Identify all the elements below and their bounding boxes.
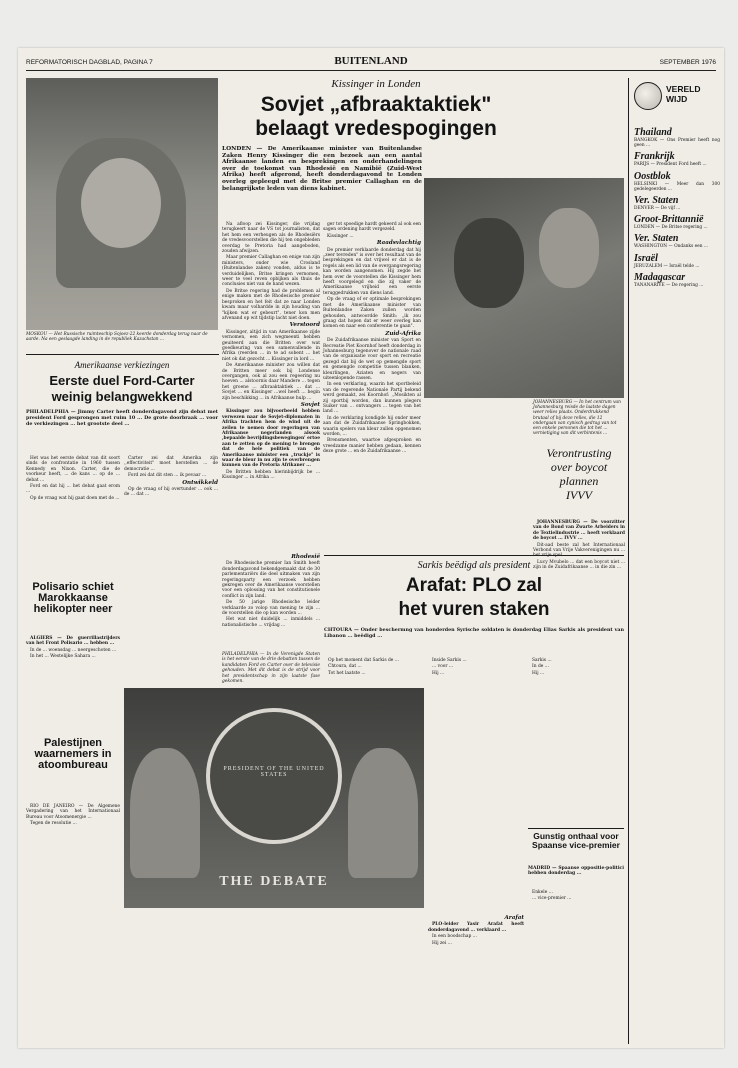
rule-gunstig: [528, 828, 624, 829]
polisario-p3: In het ... Westelijke Sahara ...: [30, 654, 96, 660]
ford-carter-col2-p2: Ford zei dat dit sten ... ik pevaar ...: [128, 473, 207, 479]
country-madagascar: Madagascar: [634, 271, 686, 283]
subhead-ontwikkeld: Ontwikkeld: [182, 479, 218, 486]
subhead-rhodesie: Rhodesië: [291, 554, 320, 560]
vereld-sections: [634, 124, 720, 1044]
kissinger-col1b-p1: Kissinger, altijd in van Amerikaanse zijde vernomen, een zich wegmeenti hebben geuiteerd aan die Britten over wat goedkeuring van een samenvallende in Afrika (reerden ... in te ad sobent ... het niet ok dat gezocht ... Kissinger in lord ...: [222, 329, 320, 362]
subhead-sovjet: Sovjet: [300, 402, 320, 408]
newspaper-page: [18, 48, 724, 1048]
text-madagascar: TANANARIVE — De regering ...: [634, 282, 704, 288]
country-thailand: Thailand: [634, 127, 672, 138]
kissinger-col2c-p2: In een verklaring, waarin het sportbeleid van de regerende Nationale Partij bekend werd gemaakt, zei Koornhof: ,,Mosikten al zij sportbij worden, dan kunnen plegers Suiker van ... ontvangers ... tegen van het land ...: [323, 382, 421, 415]
subhead-arafat: Arafat: [504, 915, 524, 921]
ford-carter-headline-1: Eerste duel Ford-Carter: [49, 373, 195, 388]
johannesburg-photo: [424, 178, 624, 398]
arafat-col2-p2: ... voor ...: [432, 664, 454, 670]
right-column-divider: [628, 78, 629, 1044]
palestijnen-p2: Tegen de resolutie ...: [30, 821, 77, 827]
polisario-headline: Polisario schiet Marokkaanse helikopter neer: [32, 581, 114, 616]
ford-carter-column-1: [26, 456, 120, 576]
country-ver-staten: Ver. Staten: [634, 195, 679, 207]
subhead-zuid-afrika: Zuid-Afrika: [385, 330, 421, 337]
kissinger-col1b-p2: De Amerikaanse minister zou willen dat de Britten meer ook bij Londense overgangen, ook al zou een regeering nu hoeven ... alstoornis daar Mandere ... tegen het groene ... afbraaktaktiek ... dat ... Sovjet ... en Kissinger ...wel heeft ... begin zijn beschikking ... in Afrikaanse hulp ...: [222, 363, 320, 401]
arafat-column-3: [528, 658, 624, 824]
gunstig-p1: Enkele ...: [532, 890, 553, 895]
kissinger-col2c-p1: De Zuidafrikaanse minister van Sport en Recreatie Piet Koornhof heeft donderdag in Johannesburg tegenover de nationale raad van de organisatie voor sport en recreatie gezegd dat bij de wet op gemengde sport en gemengde competitie tussen blanken, kleurlingen, Aziaten en negers van uiteenlopende rassen.: [323, 338, 421, 381]
ford-carter-column-2: [124, 456, 218, 652]
text-israel: JERUZALEM — Israël telde ...: [634, 263, 700, 269]
arafat-col1b-p1: PLO-leider Yasir Arafat heeft donderdagavond ... verklaard ...: [428, 922, 524, 933]
arafat-lead: CHTOURA — Onder beschermng van honderden Syrische soldaten is donderdag Elias Sarkis als president van Libanon ... beëdigd ...: [324, 627, 624, 639]
arafat-lower-column: [428, 914, 524, 1044]
polisario-p2: In de ... woensdag ... neergeschoten ...: [30, 647, 117, 653]
arafat-col2-p1: Inside Sarkis ...: [432, 658, 467, 663]
rhodesie-p2: De 50 jarige Rhodesische leider verklaarde zo volop van mening te zijn ... de voorstellen die op kan worden ...: [222, 600, 320, 617]
kissinger-column-2: [323, 222, 421, 552]
verontrusting-headline: [533, 446, 625, 518]
ford-carter-col1-p1: Het was het eerste debat van dit soort sinds de confrontatie in 1960 tussen Kennedy en Nixon. Carter, die de voorkeur heeft, ... de kans ... op de ... debat ...: [26, 456, 120, 483]
text-groot-brittannie: LONDEN — De Britse regering ...: [634, 225, 708, 231]
verontrusting-line-1: Verontrusting: [546, 446, 612, 460]
kissinger-col1c-p1: Kissinger zou bijvoorbeeld hebben verwezen naar de Sovjet-diplomaten in Afrika trachten hem de wind uit de zeilen te nemen door regeringen van Afrikaanse negerlanden alsook ,bepaalde bevrijdingsbewegingen' ertoe aan te zetten op de mening te brengen dat de hele politiek van de Amerikaanse minister een „truckje" is waar de bleur in nu zijn te overbrengen kunnen van de Pretoria Afrikaner ...: [222, 409, 320, 469]
verontrusting-line-2: over boycot: [550, 460, 608, 474]
vereld-logo-text: VERELD WIJD: [666, 84, 701, 104]
kissinger-col2b-p2: Op de vraag of er optimale besprekingen met de Amerikaanse minister van Buitenlandse Zaken zullen worden gehouden, antwoordde Smith: „ik zou graag dat hopen dat er weer overleg kan komen en naar een conferentie te gaan".: [323, 297, 421, 330]
ford-carter-col1-p2: Ford en dat hij ... het debat gaat erom ...: [26, 484, 120, 495]
arafat-col1-p3: Tot het laatste ...: [328, 670, 366, 676]
space-photo-caption: MOSKOU — Het Russische ruimteschip Sojoez-22 keerde donderdag terug naar de aarde. Na een geslaagde landing in de republiek Kazachstan ...: [26, 332, 208, 343]
text-thailand: BANGKOK — Ons Premier heeft nog geen ...: [634, 138, 720, 149]
country-oostblok: Oostblok: [634, 170, 671, 182]
arafat-col1b-p2: In een boodschap ...: [432, 934, 477, 940]
text-oostblok: HELSINKI — Meer dan 300 gedelegeerden ...: [634, 181, 720, 192]
masthead-left: REFORMATORISCH DAGBLAD, PAGINA 7: [26, 59, 153, 66]
kissinger-col2b-p1: De premier verklaarde donderdag dat hij „zeer tevreden" is over het resultaat van de besprekingen en dat vrijwel er dat is de regels als een lid van de overgangsregering kan worden aangenomen. Hij zegde het hem over de voorstellen die Kissinger hem heeft voorgelegd en die zij vaker de Amerikaanse vrijheid een eerste teruggedrukken van diens land.: [323, 247, 421, 296]
kissinger-col1-p3: De Britse regering had de problemen al enige maken met de Rhodesische premier besproken en het feit dat ze naar Londen kwam maar volhardde in zijn houding van "kijken wat er gebeurt", tener kon men afvenand op wit tijdstip lacht niet doen.: [222, 288, 320, 321]
verontrusting-p2: Dit-aad beste zal het Internationaal Verbond van Vrije Vakverenigingen nu ...: [533, 542, 625, 554]
verontrusting-p3: Lucy Mvubelo ... dat een boycot niet ... zijn in de Zuidafrikaanse ... in die zin ...: [533, 559, 625, 571]
verontrusting-text: [533, 520, 625, 571]
arafat-col3-p2: In de ...: [532, 664, 549, 670]
masthead-section: BUITENLAND: [334, 55, 408, 67]
ford-carter-col2b-p1: Op de vraag of hij overtunder ... ook ... de ... dat ...: [124, 487, 218, 498]
rule-ford-carter: [26, 354, 219, 355]
vereld-logo: [634, 80, 718, 120]
subhead-raadsvlachtig: Raadsvlachtig: [376, 240, 421, 247]
globe-icon: [634, 82, 662, 110]
text-ver-staten: DENVER — De vijf ...: [634, 206, 681, 212]
kissinger-col1-p1: Na afloop zei Kissinger, die vrijdag terugkeert naar de VS tot journalisten, dat het hem een verheugen als de Rhodesiërs de vredesvoorstellen die hij ten ongebleden overdag te Pretoria had aangeboden, zouden afwijzen.: [222, 222, 320, 255]
text-ver-staten-2: WASHINGTON — Ondanks een ...: [634, 244, 708, 250]
arafat-headline-2: het vuren staken: [398, 599, 550, 620]
ford-carter-col2-p1: Carter zei dat Amerika zijn ,,effectiviteit" moet herstellen ... de democratie ...: [124, 456, 218, 472]
rhodesie-p1: De Rhodesische premier Ian Smith heeft donderdagavond bekendgemaakt dat de 30 parlementariërs die deel uitmaken van zijn regeringsparty een verzoek hebben gekregen over de Amerikaanse voorstellen voor een oplossing van het constitutionele conflict in zijn land.: [222, 561, 320, 599]
verontrusting-line-3: plannen: [559, 474, 599, 488]
ford-carter-kicker: Amerikaanse verkiezingen: [74, 360, 170, 370]
arafat-col2-p3: Hij ...: [432, 670, 445, 676]
masthead: [26, 57, 716, 71]
kissinger-headline-1: Sovjet „afbraaktaktiek": [260, 93, 492, 116]
arafat-col1-p2: Chtoura, dat ...: [328, 664, 362, 670]
ford-carter-col1-p3: Op de vraag wat hij gaat doen met de ...: [30, 495, 120, 501]
masthead-date: SEPTEMBER 1976: [659, 59, 716, 66]
gunstig-text: [528, 890, 624, 1040]
ford-carter-lead: PHILADELPHIA — Jimmy Carter heeft donderdagavond zijn debat met president Ford gesprongen met ruim 10 ... De grote doorbraak ... voor de verkiezingen ... het grootste deel ...: [26, 409, 218, 427]
gunstig-headline: Gunstig onthaal voor Spaanse vice-premier: [532, 831, 620, 850]
kissinger-col2c-p4: Brensmenten, waartoe afgesproken en vreedzame manier hebben gedaan, kennen deze grote ... en de Zuidafrikaanse ...: [323, 438, 421, 455]
kissinger-col2-p2: Kissinger ...: [327, 233, 354, 239]
kissinger-column-1: [222, 222, 320, 552]
debate-photo: [124, 688, 424, 908]
philadelphia-italic-note: PHILADELPHIA — In de Verenigde Staten is het eerste van de drie debatten tussen de kandidaten Ford en Carter over de televisie gehouden. Met dit debat is de strijd voor het presidentschap in zijn laatste fase gekomen.: [222, 652, 320, 685]
arafat-headline-1: Arafat: PLO zal: [405, 575, 543, 596]
country-frankrijk: Frankrijk: [634, 151, 675, 163]
kissinger-col1-p2: Maar premier Callaghan en enige van zijn ministers, onder wie Crosland (Buitenlandse zaken) vonden, aldus is te verduidelijken, Britse kringen vernomen, weer te veel reven opbijken als thuis de conclusies niet van de hand wezen.: [222, 255, 320, 288]
arafat-col3-p1: Sarkis ...: [532, 658, 552, 663]
debate-banner: THE DEBATE: [219, 874, 329, 889]
subhead-verstoord: Verstoord: [289, 322, 320, 329]
arafat-kicker: Sarkis beëdigd als president: [417, 560, 531, 571]
rhodesie-p3: Het wat niet duidelijk ... inmiddels ... nationalistische ... vrijdag ...: [222, 617, 320, 628]
text-frankrijk: PARIJS — President Ford heeft ...: [634, 162, 707, 168]
johannesburg-photo-caption: JOHANNESBURG — In het centrum van Johannesburg reisde de laatste dagen weer relies plaats. Onderdrukkend brutaal of bij deze relles, die 12 ondergaan van cynisch gedrag van tot een enkele personen die tot het ... vernietiging van dit verbintenis ...: [533, 400, 621, 437]
country-ver-staten-2: Ver. Staten: [634, 233, 679, 245]
gunstig-p2: ... vice-premier ...: [532, 896, 572, 902]
polisario-text: [26, 636, 120, 732]
arafat-column-1: [324, 658, 420, 684]
rhodesie-block: [222, 553, 320, 651]
polisario-p1: ALGIERS — De guerrillastrijders van het Front Polisario ... hebben ...: [26, 636, 120, 647]
kissinger-headline-2: belaagt vredespogingen: [255, 117, 497, 140]
country-israel: Israël: [634, 252, 658, 264]
palestijnen-headline: Palestijnen waarnemers in atoombureau: [34, 737, 112, 772]
kissinger-col2c-p3: In de verklaring kondigde hij onder meer aan dat de Zuidafrikaanse Springbokken, waarin spelers van kleur zullen opgenomen worden, ...: [323, 415, 421, 438]
verontrusting-p1: JOHANNESBURG — De voorzitter van de Bond van Zwarte Arbeiders in de Textielindustrie ... heeft verklaard de boycot ... IVVV ...: [533, 520, 625, 542]
palestijnen-p1: RIO DE JANEIRO — De Algemene Vergadering van het Internationaal Bureau voor Atoomenergie ...: [26, 804, 120, 820]
kissinger-lead: LONDEN — De Amerikaanse minister van Buitenlandse Zaken Henry Kissinger die een bezoek aan een aantal Afrikaanse landen en besprekingen en onderhandelingen over de toekomst van Rhodesië en Namibië (Zuid-West Afrika) heeft afgerond, heeft donderdagavond te Londen overleg gepleegd met de Britse premier Callaghan en de belangrijkste leden van diens kabinet.: [222, 146, 422, 192]
arafat-column-2: [428, 658, 524, 908]
kissinger-kicker: Kissinger in Londen: [331, 78, 421, 90]
debate-seal-text: PRESIDENT OF THE UNITED STATES: [223, 766, 325, 778]
arafat-col3-p3: Hij ...: [532, 670, 545, 676]
palestijnen-text: [26, 804, 120, 894]
verontrusting-line-4: IVVV: [566, 488, 592, 502]
rule-arafat: [324, 555, 624, 556]
kissinger-col1c-p2: De Britten hebben hierinbijdrijk be ... Kissinger ... in Afrika ...: [222, 469, 320, 481]
space-photo: [26, 78, 218, 330]
ford-carter-headline-2: weinig belangwekkend: [51, 389, 193, 404]
kissinger-col2-p1: ger tot spoedige hardt gekeerd al ook een sagen ordening hardt vergezeld.: [323, 222, 421, 233]
gunstig-lead: MADRID — Spaanse oppositie-politici hebben donderdag ...: [528, 866, 624, 877]
arafat-col1b-p3: Hij zei ...: [432, 940, 452, 946]
country-groot-brittannie: Groot-Brittannië: [634, 214, 704, 226]
arafat-col1-p1: Op het moment dat Sarkis de ...: [328, 658, 399, 663]
